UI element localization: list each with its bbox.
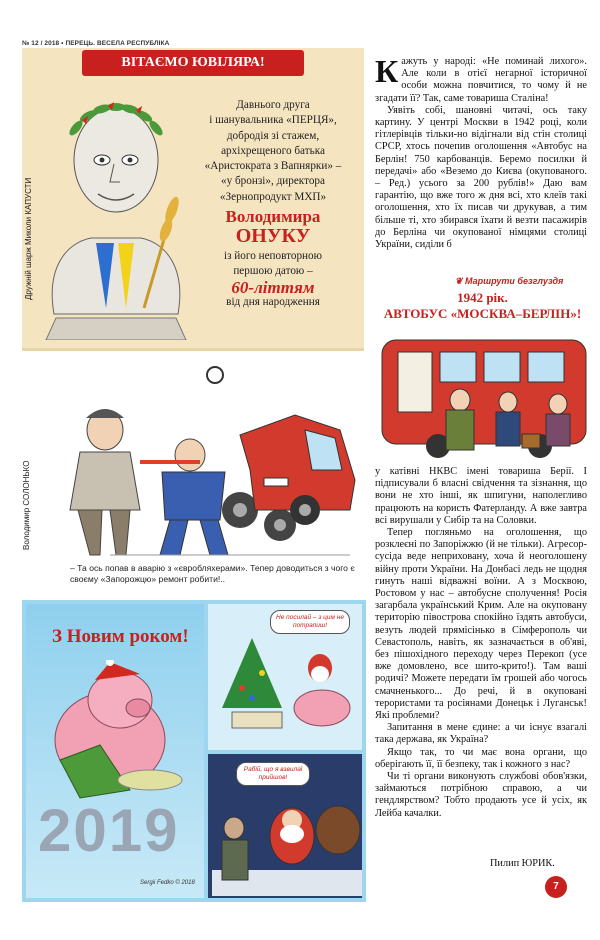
article-paragraph: Чи ті органи виконують службові обов'язки, займаються потрібною справою, а чи гендлярством? Тобто продають усе й усіх, як Лейба качалки. xyxy=(375,771,587,819)
article-headline xyxy=(380,290,585,322)
new-year-title: З Новим роком! xyxy=(52,626,189,647)
article-part2 xyxy=(375,466,587,820)
article-paragraph: Якщо так, то чи має вона органи, що оберігають її, її безпеку, так і кожного з нас? xyxy=(375,746,587,770)
greeting-line: архіхрещеного батька xyxy=(221,144,325,157)
headline-year: 1942 рік. xyxy=(457,290,508,305)
honoree-first-name: Володимира xyxy=(225,207,321,227)
new-year-number: 2019 xyxy=(38,797,180,864)
greeting-line: «Зернопродукт МХП» xyxy=(219,190,327,203)
drop-cap: К xyxy=(375,53,399,89)
caricature-credit: Дружній шарж Миколи КАПУСТИ xyxy=(24,177,33,300)
jubilee-greeting xyxy=(188,98,358,310)
greeting-line: добродія зі стажем, xyxy=(226,129,320,142)
article-part1 xyxy=(375,53,587,251)
article-paragraph: Уявіть собі, шановні читачі, ось таку картину. У центрі Москви в 1942 році, коли гітлерівців тільки-но відігнали від стін столиці СРСР, хтось почепив оголошення «Автобус на Берлін! 750 карбованців. Беремо посилки й передачі» або «Веземо до Києва (окупованого. – Ред.) усього за 200 рублів!» Даю вам гарантію, що вже того ж дня всі, хто клеїв такі оголошення, хто їх писав чи друкував, а тим більше ті, хто збирався їхати й везти пасажирів до Берліна чи окупованої німцями столиці України, сиділи б xyxy=(375,104,587,251)
honoree-last-name: ОНУКУ xyxy=(235,225,311,248)
article-author: Пилип ЮРИК. xyxy=(490,858,555,869)
caricature-bust xyxy=(36,78,196,340)
issue-header: № 12 / 2018 • ПЕРЕЦЬ. ВЕСЕЛА РЕСПУБЛІКА xyxy=(22,40,170,47)
artist-signature: Sergii Fedko © 2018 xyxy=(140,880,195,886)
cartoon1-credit: Володимир СОЛОНЬКО xyxy=(22,460,31,550)
speech-bubble: Рабій, що я взвилаї прийшов! xyxy=(236,762,310,786)
santa-soldier-cartoon xyxy=(212,790,362,896)
bus-cartoon xyxy=(380,330,588,458)
tree-santa-cartoon xyxy=(212,628,362,748)
greeting-line: із його неповторною xyxy=(223,250,322,263)
article-paragraph: Тепер погляньмо на оголошення, що розклеєні по Запоріжжю (й не тільки). Агресор-сусіда веде неприховану, хоча й неоголошену війну проти України. На Донбасі ледь не щодня гинуть наші відважні воїни. А з Москвою, Ростовом у нас – автобусне сполучення! Росія загарбала український Крим. Але на окуповану територію півострова спокійно їздять автобуси, везуть людей прямісінько в Сімферополь чи Севастополь, навіть, як зазначається в об'яві, без пішохідного переходу через Перекоп (усе вже домовлено, все шито-крито!). Там ваші родичі? Можете передати їм грошей або чогось смачненького... До речі, й в окуповані терористами та росіянами Донецьк і Луганськ! Які проблеми? xyxy=(375,527,587,722)
article-paragraph: у катівні НКВС імені товариша Берії. І підписували б власні свідчення та зізнання, що вони не хто інші, як шпигуни, наполегливо працюють на користь Фатерланду. А вже завтра всі вирушали у Сибір та на Соловки. xyxy=(375,466,587,526)
page-number: 7 xyxy=(545,876,567,898)
greeting-line: Давнього друга xyxy=(236,99,310,111)
car-repair-cartoon xyxy=(50,360,360,560)
greeting-line: «Аристократа з Вапнярки» – xyxy=(204,160,342,173)
cartoon1-caption: – Та ось попав в аварію з «євробляхерами». Тепер доводиться з чого є своєму «Запорожцю» ремонт робити!.. xyxy=(70,563,355,584)
jubilee-age: 60-літтям xyxy=(231,277,315,297)
article-paragraph: Запитання в мене єдине: а чи існує взагалі така держава, як Україна? xyxy=(375,722,587,746)
pig-cartoon xyxy=(40,660,200,800)
greeting-line: «у бронзі», директора xyxy=(221,175,325,188)
greeting-line: першою датою – xyxy=(233,265,313,278)
headline-title: АВТОБУС «МОСКВА–БЕРЛІН»! xyxy=(383,306,582,321)
greeting-line: від дня народження xyxy=(226,295,320,308)
jubilee-banner: ВІТАЄМО ЮВІЛЯРА! xyxy=(82,50,304,76)
article-paragraph: ажуть у народі: «Не поминай лихого». Але коли в отієї негарної історичної особи можна повчитися, то чому й не згадати її? Так, саме товариша Сталіна! xyxy=(375,56,587,104)
speech-bubble: Не посилай – з цим не потрапиш! xyxy=(270,610,350,634)
section-label: ❦ Маршрути безглуздя xyxy=(455,276,564,286)
greeting-line: і шанувальника «ПЕРЦЯ», xyxy=(209,114,337,127)
